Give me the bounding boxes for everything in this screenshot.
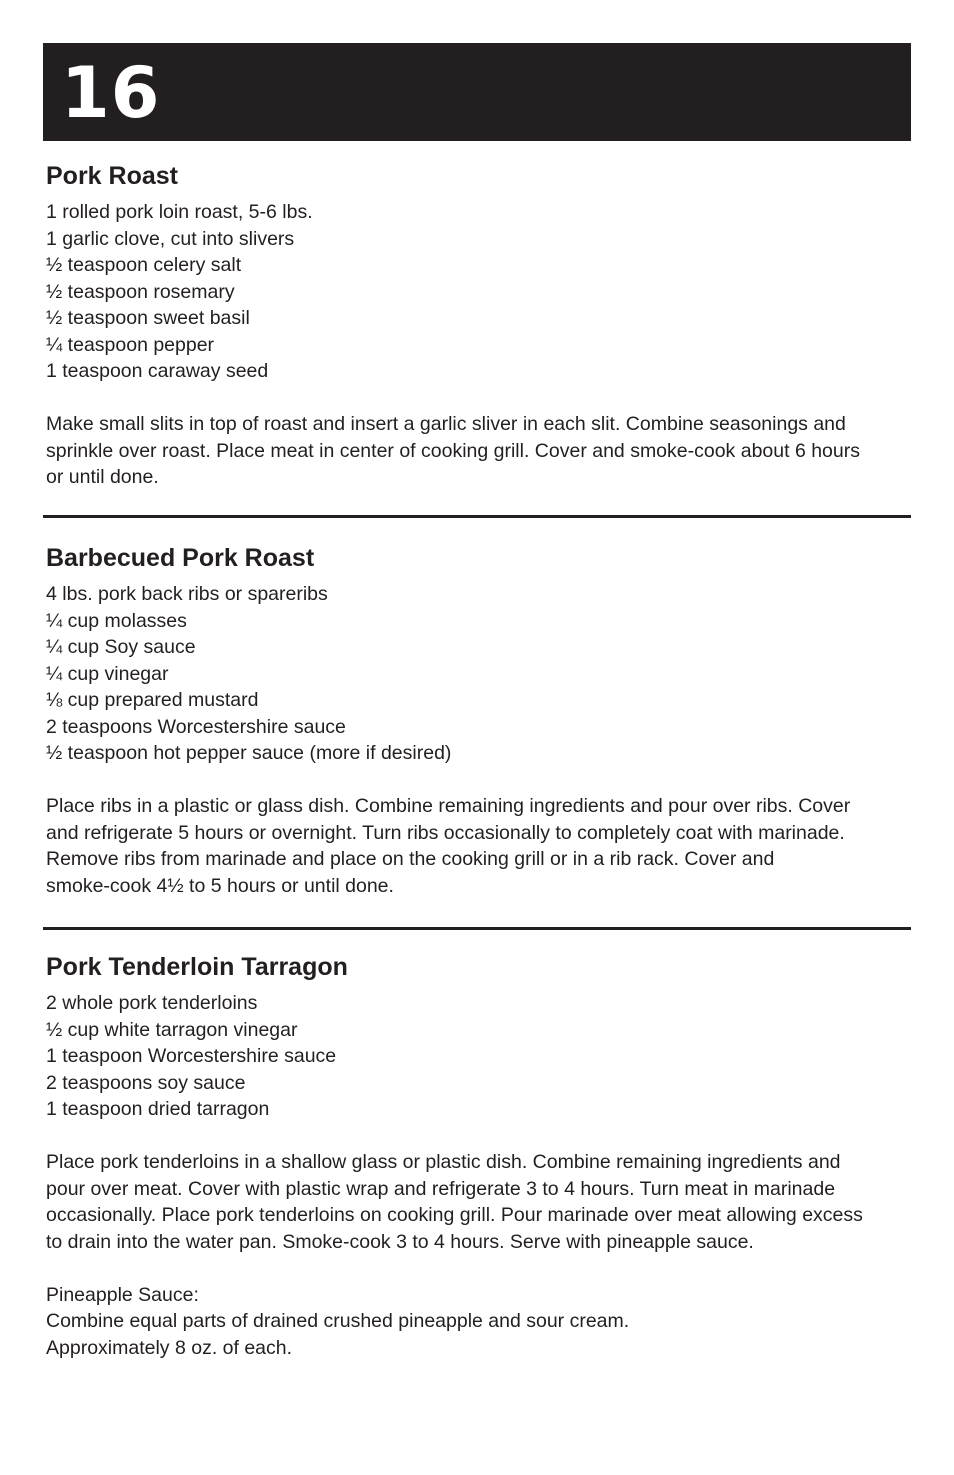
ingredient: 1 rolled pork loin roast, 5-6 lbs. <box>46 201 313 223</box>
directions <box>46 411 906 491</box>
recipe-pork-roast <box>46 161 906 491</box>
ingredient: ½ teaspoon rosemary <box>46 280 235 303</box>
ingredient-list <box>46 581 906 767</box>
recipe-pork-tenderloin-tarragon <box>46 952 906 1361</box>
ingredient: 1 teaspoon Worcestershire sauce <box>46 1045 337 1067</box>
section-divider <box>43 515 911 518</box>
ingredient: 1 teaspoon dried tarragon <box>46 1098 270 1120</box>
ingredient: 2 teaspoons soy sauce <box>46 1071 246 1094</box>
ingredient: ¼ cup vinegar <box>46 662 169 685</box>
directions <box>46 1149 906 1255</box>
directions-line: pour over meat. Cover with plastic wrap and refrigerate 3 to 4 hours. Turn meat in marinade <box>46 1177 836 1200</box>
ingredient: ⅛ cup prepared mustard <box>46 689 259 711</box>
ingredient: 2 whole pork tenderloins <box>46 992 258 1014</box>
recipe-title: Pork Tenderloin Tarragon <box>46 953 348 981</box>
directions <box>46 793 906 899</box>
ingredient: ½ teaspoon sweet basil <box>46 307 250 329</box>
directions-line: Remove ribs from marinade and place on the cooking grill or in a rib rack. Cover and <box>46 848 775 870</box>
ingredient: 2 teaspoons Worcestershire sauce <box>46 715 346 738</box>
section-divider <box>43 927 911 930</box>
ingredient: ¼ cup molasses <box>46 609 187 632</box>
directions-line: and refrigerate 5 hours or overnight. Turn ribs occasionally to completely coat with marinade. <box>46 821 845 844</box>
directions-line: to drain into the water pan. Smoke-cook 3 to 4 hours. Serve with pineapple sauce. <box>46 1230 754 1253</box>
ingredient: ½ cup white tarragon vinegar <box>46 1018 298 1041</box>
ingredient: 1 teaspoon caraway seed <box>46 360 269 382</box>
sauce-title: Pineapple Sauce: <box>46 1283 199 1306</box>
directions-line: Place ribs in a plastic or glass dish. Combine remaining ingredients and pour over ribs. Cover <box>46 795 851 817</box>
directions-line: or until done. <box>46 466 159 488</box>
sauce-note <box>46 1282 906 1362</box>
ingredient: ½ teaspoon celery salt <box>46 254 242 276</box>
directions-line: occasionally. Place pork tenderloins on cooking grill. Pour marinade over meat allowing excess <box>46 1204 863 1226</box>
ingredient: ¼ teaspoon pepper <box>46 333 215 356</box>
directions-line: Make small slits in top of roast and insert a garlic sliver in each slit. Combine seasonings and <box>46 413 846 435</box>
page-number: 16 <box>61 52 161 134</box>
sauce-line: Approximately 8 oz. of each. <box>46 1336 293 1359</box>
ingredient: 1 garlic clove, cut into slivers <box>46 227 295 250</box>
directions-line: smoke-cook 4½ to 5 hours or until done. <box>46 874 394 897</box>
ingredient: ¼ cup Soy sauce <box>46 636 196 658</box>
ingredient: 4 lbs. pork back ribs or spareribs <box>46 583 328 605</box>
ingredient: ½ teaspoon hot pepper sauce (more if desired) <box>46 742 452 764</box>
directions-line: Place pork tenderloins in a shallow glass or plastic dish. Combine remaining ingredients and <box>46 1151 841 1173</box>
directions-line: sprinkle over roast. Place meat in center of cooking grill. Cover and smoke-cook about 6 hours <box>46 439 860 462</box>
ingredient-list <box>46 199 906 385</box>
page-header <box>43 43 911 141</box>
recipe-title: Barbecued Pork Roast <box>46 544 315 572</box>
ingredient-list <box>46 990 906 1123</box>
recipe-barbecued-pork-roast <box>46 543 906 899</box>
sauce-line: Combine equal parts of drained crushed pineapple and sour cream. <box>46 1310 630 1332</box>
recipe-title: Pork Roast <box>46 162 178 190</box>
